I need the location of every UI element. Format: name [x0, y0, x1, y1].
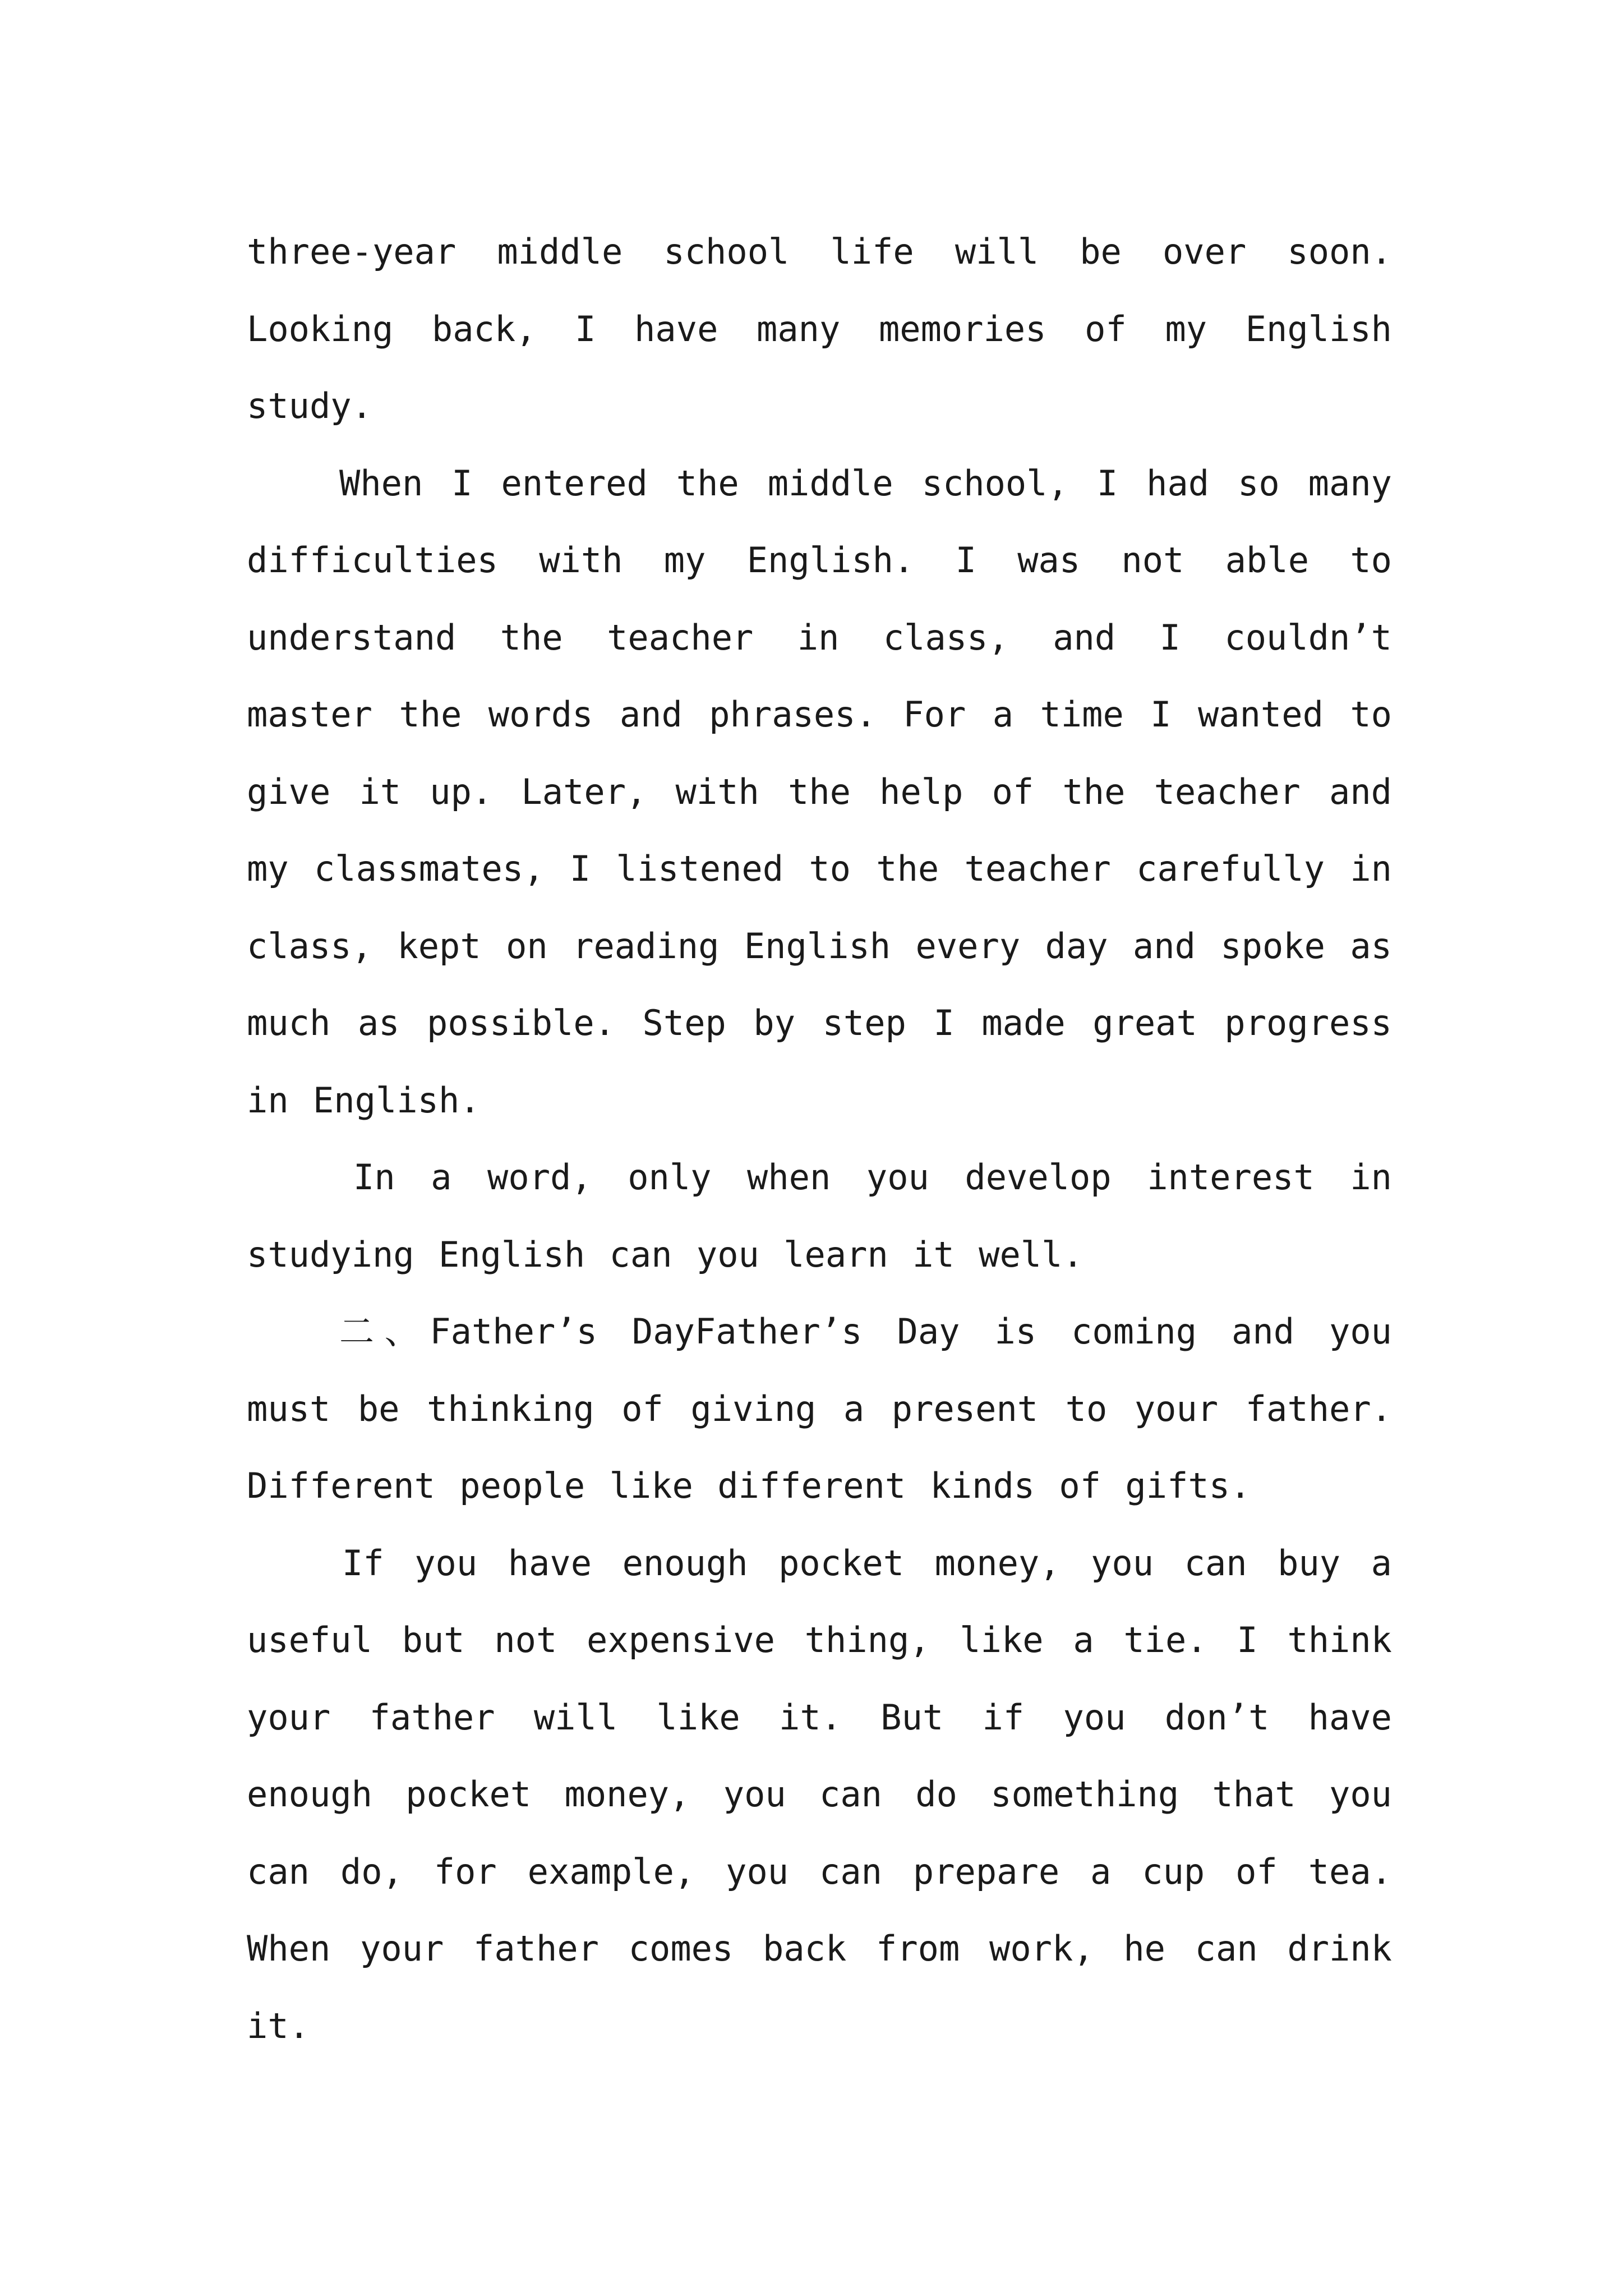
paragraph-intro: three-year middle school life will be over soon. Looking back, I have many memories of my English study.: [247, 231, 1392, 426]
paragraph-fathers-day-gifts: If you have enough pocket money, you can buy a useful but not expensive thing, like a tie. I think your father will like it. But if you don’t have enough pocket money, you can do something that you can do, for example, you can prepare a cup of tea. When your father comes back from work, he can drink it.: [247, 1542, 1392, 2046]
document-body: [247, 213, 1392, 2064]
paragraph-difficulties: When I entered the middle school, I had so many difficulties with my English. I was not able to understand the teacher in class, and I couldn’t master the words and phrases. For a time I wanted to give it up. Later, with the help of the teacher and my classmates, I listened to the teacher carefully in class, kept on reading English every day and spoke as much as possible. Step by step I made great progress in English.: [247, 462, 1392, 1121]
paragraph-conclusion: In a word, only when you develop interest in studying English can you learn it well.: [247, 1157, 1392, 1275]
paragraph-fathers-day-intro: 二、Father’s DayFather’s Day is coming and you must be thinking of giving a present to your father. Different people like different kinds of gifts.: [247, 1311, 1392, 1506]
